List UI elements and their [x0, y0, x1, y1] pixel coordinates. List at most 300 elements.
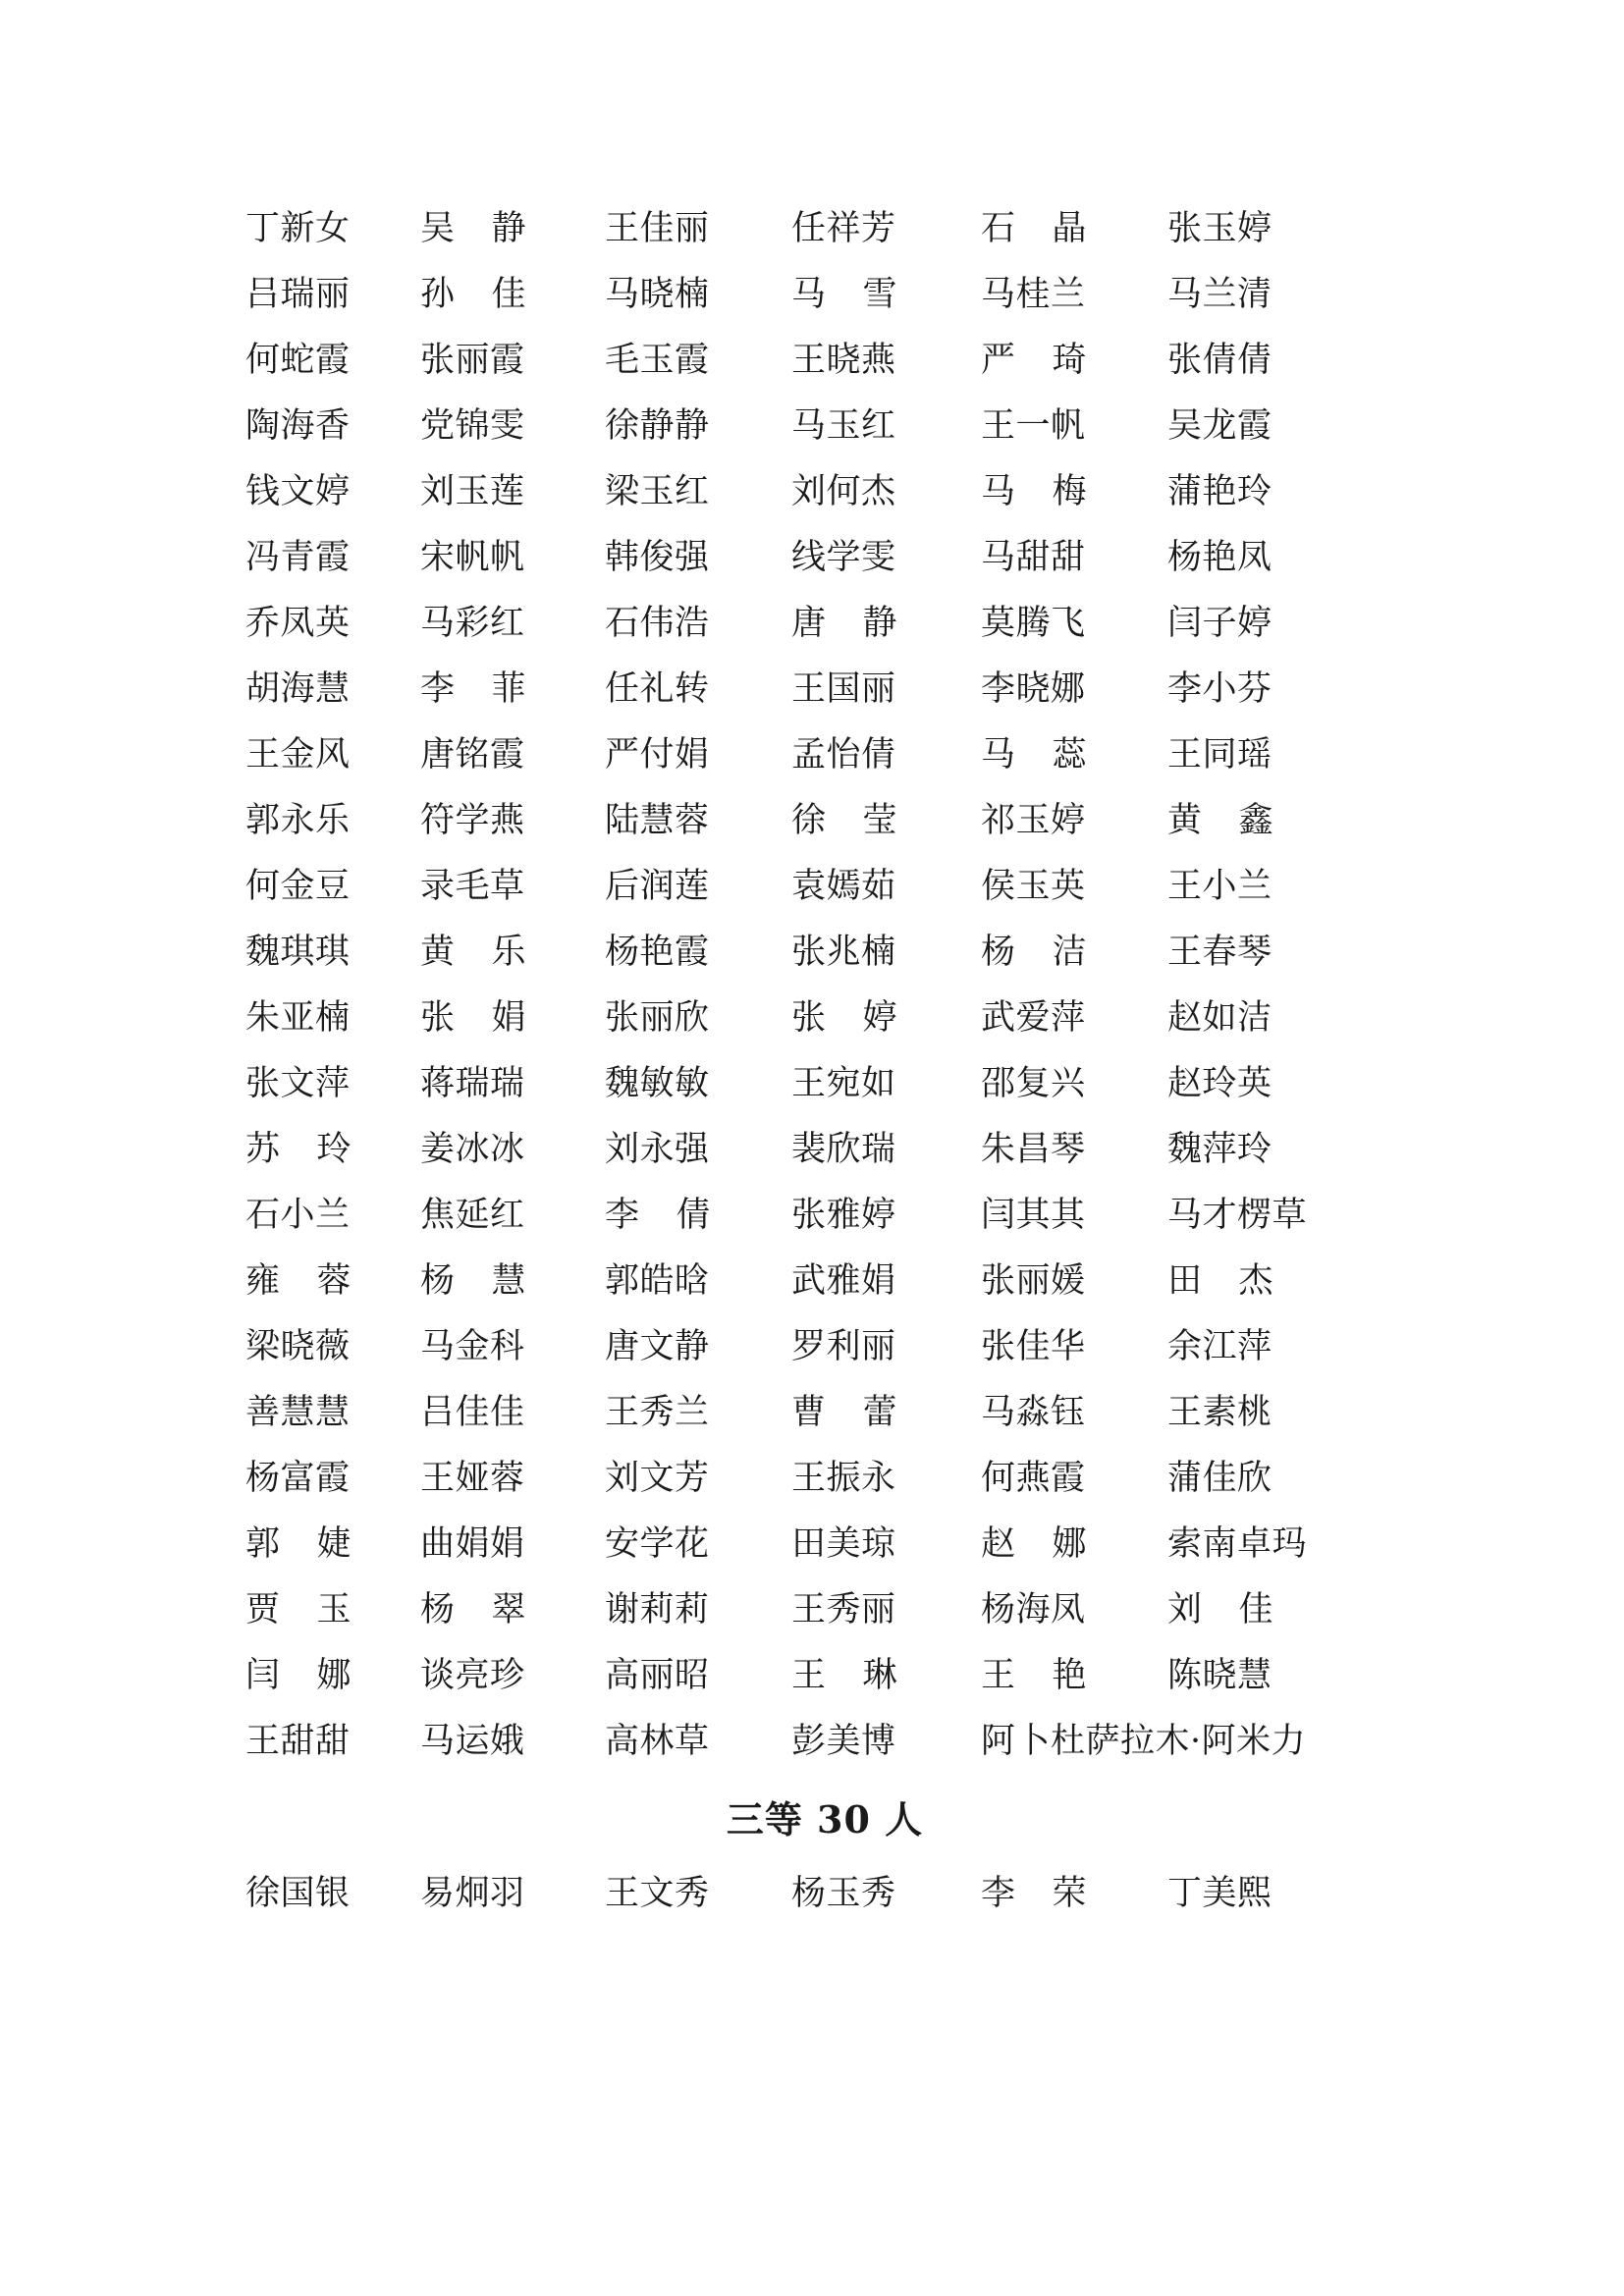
name-cell: [245, 1314, 420, 1380]
name-cell: [605, 1183, 791, 1249]
name-cell: [981, 1643, 1167, 1709]
person-name: 张婷: [791, 998, 897, 1038]
person-name: 胡海慧: [245, 669, 351, 709]
name-row: [245, 591, 1404, 657]
name-row: [245, 1314, 1404, 1380]
name-cell: [420, 525, 605, 591]
name-cell: [420, 986, 605, 1051]
name-cell: [605, 986, 791, 1051]
person-name: 后润莲: [605, 867, 710, 906]
name-cell: [1167, 525, 1404, 591]
name-cell: [981, 459, 1167, 525]
name-cell: [420, 394, 605, 459]
name-cell: [605, 1249, 791, 1314]
name-cell: [791, 657, 981, 722]
name-rows-after-heading: [245, 1861, 1404, 1927]
person-name: 刘何杰: [791, 472, 896, 511]
name-cell: [605, 854, 791, 920]
person-name: 王琳: [791, 1656, 897, 1695]
person-name: 王文秀: [605, 1874, 710, 1913]
name-row: [245, 1380, 1404, 1446]
person-name: 马蕊: [981, 735, 1087, 774]
name-cell: [605, 920, 791, 986]
name-cell: [420, 1051, 605, 1117]
person-name: 徐国银: [245, 1874, 351, 1913]
name-cell: [1167, 1183, 1404, 1249]
person-name: 武雅娟: [791, 1261, 896, 1301]
person-name: 石小兰: [245, 1196, 351, 1235]
person-name: 焦延红: [420, 1196, 525, 1235]
person-name: 武爱萍: [981, 998, 1086, 1038]
name-cell: [791, 986, 981, 1051]
name-cell: [981, 788, 1167, 854]
person-name: 安学花: [605, 1524, 710, 1564]
person-name: 张玉婷: [1167, 209, 1272, 248]
name-cell: [245, 657, 420, 722]
person-name: 李小芬: [1167, 669, 1272, 709]
name-cell: [1167, 591, 1404, 657]
person-name: 张文萍: [245, 1064, 351, 1103]
person-name: 马晓楠: [605, 275, 710, 314]
name-cell: [245, 1861, 420, 1927]
name-cell: [1167, 722, 1404, 788]
name-row: [245, 1709, 1404, 1775]
person-name: 马玉红: [791, 406, 896, 446]
name-row: [245, 854, 1404, 920]
name-row: [245, 722, 1404, 788]
name-cell: [605, 1051, 791, 1117]
person-name: 唐文静: [605, 1327, 710, 1366]
person-name: 王春琴: [1167, 933, 1272, 972]
person-name: 李荣: [981, 1874, 1087, 1913]
name-cell: [791, 459, 981, 525]
name-cell: [245, 196, 420, 262]
person-name: 何燕霞: [981, 1459, 1086, 1498]
person-name: 冯青霞: [245, 538, 351, 577]
person-name: 唐静: [791, 604, 897, 643]
person-name: 王佳丽: [605, 209, 710, 248]
name-cell: [981, 1446, 1167, 1512]
person-name: 吴静: [420, 209, 526, 248]
person-name: 徐静静: [605, 406, 710, 446]
person-name: 王秀兰: [605, 1393, 710, 1432]
name-cell: [420, 788, 605, 854]
name-cell: [791, 591, 981, 657]
name-cell: [245, 328, 420, 394]
name-row: [245, 1249, 1404, 1314]
name-cell: [981, 1183, 1167, 1249]
name-cell: [1167, 262, 1404, 328]
name-cell: [791, 1314, 981, 1380]
person-name: 乔凤英: [245, 604, 351, 643]
name-cell: [605, 525, 791, 591]
person-name: 魏萍玲: [1167, 1130, 1272, 1169]
person-name: 蒲艳玲: [1167, 472, 1272, 511]
name-list-table-bottom: [245, 1861, 1404, 1927]
name-cell: [1167, 1314, 1404, 1380]
name-cell: [420, 1577, 605, 1643]
name-cell: [605, 1861, 791, 1927]
name-cell: [420, 1512, 605, 1577]
person-name: 王国丽: [791, 669, 896, 709]
person-name: 王振永: [791, 1459, 896, 1498]
person-name: 宋帆帆: [420, 538, 525, 577]
name-cell: [245, 1117, 420, 1183]
person-name: 莫腾飞: [981, 604, 1086, 643]
person-name: 阿卜杜萨拉木·阿米力: [981, 1722, 1307, 1761]
name-cell: [420, 657, 605, 722]
person-name: 陈晓慧: [1167, 1656, 1272, 1695]
person-name: 苏玲: [245, 1130, 352, 1169]
name-cell: [1167, 1051, 1404, 1117]
name-cell: [605, 722, 791, 788]
person-name: 裴欣瑞: [791, 1130, 896, 1169]
name-cell: [1167, 1380, 1404, 1446]
name-cell: [605, 657, 791, 722]
name-cell: [420, 591, 605, 657]
name-cell: [791, 1577, 981, 1643]
person-name: 丁美熙: [1167, 1874, 1272, 1913]
name-row: [245, 262, 1404, 328]
person-name: 曲娟娟: [420, 1524, 525, 1564]
name-cell: [245, 1446, 420, 1512]
name-row: [245, 788, 1404, 854]
name-cell: [605, 1314, 791, 1380]
name-cell: [1167, 1861, 1404, 1927]
person-name: 善慧慧: [245, 1393, 351, 1432]
person-name: 谢莉莉: [605, 1590, 710, 1629]
name-row: [245, 525, 1404, 591]
name-cell: [605, 1512, 791, 1577]
person-name: 梁玉红: [605, 472, 710, 511]
person-name: 钱文婷: [245, 472, 351, 511]
name-cell: [791, 1249, 981, 1314]
person-name: 赵如洁: [1167, 998, 1272, 1038]
person-name: 何金豆: [245, 867, 351, 906]
person-name: 吴龙霞: [1167, 406, 1272, 446]
person-name: 王甜甜: [245, 1722, 351, 1761]
person-name: 何蛇霞: [245, 341, 351, 380]
name-cell: [420, 262, 605, 328]
name-cell: [981, 1314, 1167, 1380]
person-name: 王金风: [245, 735, 351, 774]
name-cell: [420, 1861, 605, 1927]
person-name: 张丽媛: [981, 1261, 1086, 1301]
person-name: 刘玉莲: [420, 472, 525, 511]
name-cell: [981, 920, 1167, 986]
name-cell: [1167, 459, 1404, 525]
person-name: 杨富霞: [245, 1459, 351, 1498]
name-cell: [245, 1380, 420, 1446]
person-name: 马甜甜: [981, 538, 1086, 577]
name-cell: [420, 920, 605, 986]
name-cell: [791, 525, 981, 591]
name-row: [245, 1512, 1404, 1577]
name-cell: [605, 591, 791, 657]
name-cell: [791, 1861, 981, 1927]
person-name: 韩俊强: [605, 538, 710, 577]
name-cell: [245, 1512, 420, 1577]
name-row: [245, 1446, 1404, 1512]
person-name: 曹蕾: [791, 1393, 897, 1432]
person-name: 马桂兰: [981, 275, 1086, 314]
name-cell: [420, 1183, 605, 1249]
person-name: 郭永乐: [245, 801, 351, 840]
person-name: 袁嫣茹: [791, 867, 896, 906]
name-list-table-top: [245, 196, 1404, 1775]
name-cell: [605, 459, 791, 525]
person-name: 张娟: [420, 998, 526, 1038]
name-cell: [1167, 1577, 1404, 1643]
name-cell: [1167, 920, 1404, 986]
name-cell: [1167, 854, 1404, 920]
name-cell: [981, 657, 1167, 722]
name-cell: [981, 1249, 1167, 1314]
name-cell: [981, 591, 1167, 657]
person-name: 高林草: [605, 1722, 710, 1761]
name-cell: [1167, 196, 1404, 262]
name-cell: [791, 1183, 981, 1249]
name-cell: [1167, 394, 1404, 459]
name-cell: [420, 854, 605, 920]
name-cell: [245, 854, 420, 920]
person-name: 刘佳: [1167, 1590, 1273, 1629]
name-row: [245, 1861, 1404, 1927]
person-name: 任礼转: [605, 669, 710, 709]
person-name: 姜冰冰: [420, 1130, 525, 1169]
person-name: 毛玉霞: [605, 341, 710, 380]
name-cell: [791, 920, 981, 986]
name-cell: [245, 788, 420, 854]
person-name: 马才楞草: [1167, 1196, 1308, 1235]
name-cell: [1167, 1446, 1404, 1512]
section-heading: 三等 30 人: [726, 1797, 924, 1842]
name-cell: [245, 1643, 420, 1709]
person-name: 魏琪琪: [245, 933, 351, 972]
person-name: 丁新女: [245, 209, 351, 248]
person-name: 郭婕: [245, 1524, 352, 1564]
name-cell: [420, 1643, 605, 1709]
name-cell: [420, 459, 605, 525]
person-name: 王一帆: [981, 406, 1086, 446]
name-cell: [605, 1446, 791, 1512]
person-name: 王娅蓉: [420, 1459, 525, 1498]
name-cell: [605, 1709, 791, 1775]
person-name: 田美琼: [791, 1524, 896, 1564]
name-cell: [1167, 1512, 1404, 1577]
name-cell: [981, 1051, 1167, 1117]
name-cell: [420, 1314, 605, 1380]
person-name: 王宛如: [791, 1064, 896, 1103]
person-name: 余江萍: [1167, 1327, 1272, 1366]
person-name: 徐莹: [791, 801, 897, 840]
name-row: [245, 328, 1404, 394]
name-row: [245, 459, 1404, 525]
name-row: [245, 394, 1404, 459]
name-cell: [245, 394, 420, 459]
name-cell: [420, 328, 605, 394]
name-cell: [1167, 657, 1404, 722]
name-cell: [420, 1446, 605, 1512]
person-name: 刘文芳: [605, 1459, 710, 1498]
name-cell: [1167, 1117, 1404, 1183]
name-cell: [420, 1380, 605, 1446]
person-name: 吕佳佳: [420, 1393, 525, 1432]
name-cell: [981, 986, 1167, 1051]
name-cell: [420, 196, 605, 262]
person-name: 梁晓薇: [245, 1327, 351, 1366]
person-name: 任祥芳: [791, 209, 896, 248]
name-cell: [791, 1051, 981, 1117]
name-cell: [981, 1117, 1167, 1183]
name-cell: [981, 854, 1167, 920]
person-name: 张雅婷: [791, 1196, 896, 1235]
name-row: [245, 1183, 1404, 1249]
person-name: 蒲佳欣: [1167, 1459, 1272, 1498]
name-cell: [1167, 788, 1404, 854]
person-name: 孙佳: [420, 275, 526, 314]
person-name: 符学燕: [420, 801, 525, 840]
person-name: 李倩: [605, 1196, 711, 1235]
name-row: [245, 196, 1404, 262]
person-name: 易炯羽: [420, 1874, 525, 1913]
name-cell: [981, 262, 1167, 328]
person-name: 唐铭霞: [420, 735, 525, 774]
person-name: 赵娜: [981, 1524, 1087, 1564]
name-cell: [245, 1051, 420, 1117]
person-name: 马彩红: [420, 604, 525, 643]
name-cell: [981, 525, 1167, 591]
person-name: 马运娥: [420, 1722, 525, 1761]
name-rows-before-heading: [245, 196, 1404, 1775]
name-cell: [605, 196, 791, 262]
person-name: 郭皓晗: [605, 1261, 710, 1301]
name-cell: [791, 1709, 981, 1775]
person-name: 杨玉秀: [791, 1874, 896, 1913]
person-name: 高丽昭: [605, 1656, 710, 1695]
name-cell: [245, 1183, 420, 1249]
person-name: 邵复兴: [981, 1064, 1086, 1103]
name-row: [245, 1117, 1404, 1183]
name-row: [245, 1577, 1404, 1643]
person-name: 杨艳霞: [605, 933, 710, 972]
name-cell: [605, 262, 791, 328]
person-name: 马淼钰: [981, 1393, 1086, 1432]
person-name: 马兰清: [1167, 275, 1272, 314]
person-name: 王晓燕: [791, 341, 896, 380]
person-name: 杨翠: [420, 1590, 526, 1629]
name-cell: [245, 1709, 420, 1775]
person-name: 马梅: [981, 472, 1087, 511]
name-cell: [245, 722, 420, 788]
person-name: 石晶: [981, 209, 1087, 248]
person-name: 张丽欣: [605, 998, 710, 1038]
name-cell: [245, 920, 420, 986]
name-row: [245, 1643, 1404, 1709]
person-name: 刘永强: [605, 1130, 710, 1169]
name-cell: [605, 394, 791, 459]
name-row: [245, 920, 1404, 986]
person-name: 严付娟: [605, 735, 710, 774]
person-name: 张兆楠: [791, 933, 896, 972]
person-name: 索南卓玛: [1167, 1524, 1308, 1564]
name-cell: [245, 459, 420, 525]
person-name: 张倩倩: [1167, 341, 1272, 380]
name-cell: [420, 722, 605, 788]
name-cell: [791, 1512, 981, 1577]
name-cell: [791, 1117, 981, 1183]
name-cell: [245, 262, 420, 328]
name-row: [245, 1051, 1404, 1117]
person-name: 线学雯: [791, 538, 896, 577]
name-cell: [605, 1117, 791, 1183]
name-cell: [791, 854, 981, 920]
name-cell: [1167, 328, 1404, 394]
person-name: 田杰: [1167, 1261, 1273, 1301]
name-cell: [981, 1512, 1167, 1577]
name-cell: [981, 1709, 1404, 1775]
name-cell: [245, 986, 420, 1051]
person-name: 党锦雯: [420, 406, 525, 446]
name-cell: [605, 788, 791, 854]
name-cell: [1167, 1249, 1404, 1314]
person-name: 黄鑫: [1167, 801, 1273, 840]
name-row: [245, 657, 1404, 722]
name-cell: [981, 1577, 1167, 1643]
person-name: 闫子婷: [1167, 604, 1272, 643]
person-name: 雍蓉: [245, 1261, 352, 1301]
person-name: 彭美博: [791, 1722, 896, 1761]
person-name: 陆慧蓉: [605, 801, 710, 840]
person-name: 王同瑶: [1167, 735, 1272, 774]
person-name: 严琦: [981, 341, 1087, 380]
name-cell: [791, 196, 981, 262]
name-cell: [420, 1117, 605, 1183]
person-name: 赵玲英: [1167, 1064, 1272, 1103]
person-name: 张佳华: [981, 1327, 1086, 1366]
person-name: 马雪: [791, 275, 897, 314]
name-cell: [420, 1709, 605, 1775]
name-cell: [791, 262, 981, 328]
person-name: 录毛草: [420, 867, 525, 906]
person-name: 王小兰: [1167, 867, 1272, 906]
person-name: 祁玉婷: [981, 801, 1086, 840]
person-name: 杨洁: [981, 933, 1087, 972]
name-cell: [791, 722, 981, 788]
person-name: 谈亮珍: [420, 1656, 525, 1695]
name-cell: [605, 1577, 791, 1643]
name-cell: [981, 1861, 1167, 1927]
name-cell: [245, 1577, 420, 1643]
person-name: 孟怡倩: [791, 735, 896, 774]
person-name: 王秀丽: [791, 1590, 896, 1629]
name-cell: [791, 328, 981, 394]
person-name: 张丽霞: [420, 341, 525, 380]
person-name: 闫其其: [981, 1196, 1086, 1235]
name-cell: [791, 1380, 981, 1446]
name-cell: [605, 1380, 791, 1446]
name-cell: [245, 591, 420, 657]
name-cell: [791, 1643, 981, 1709]
name-cell: [981, 328, 1167, 394]
name-cell: [981, 394, 1167, 459]
person-name: 杨海凤: [981, 1590, 1086, 1629]
person-name: 李菲: [420, 669, 526, 709]
person-name: 蒋瑞瑞: [420, 1064, 525, 1103]
person-name: 朱亚楠: [245, 998, 351, 1038]
person-name: 王素桃: [1167, 1393, 1272, 1432]
person-name: 马金科: [420, 1327, 525, 1366]
